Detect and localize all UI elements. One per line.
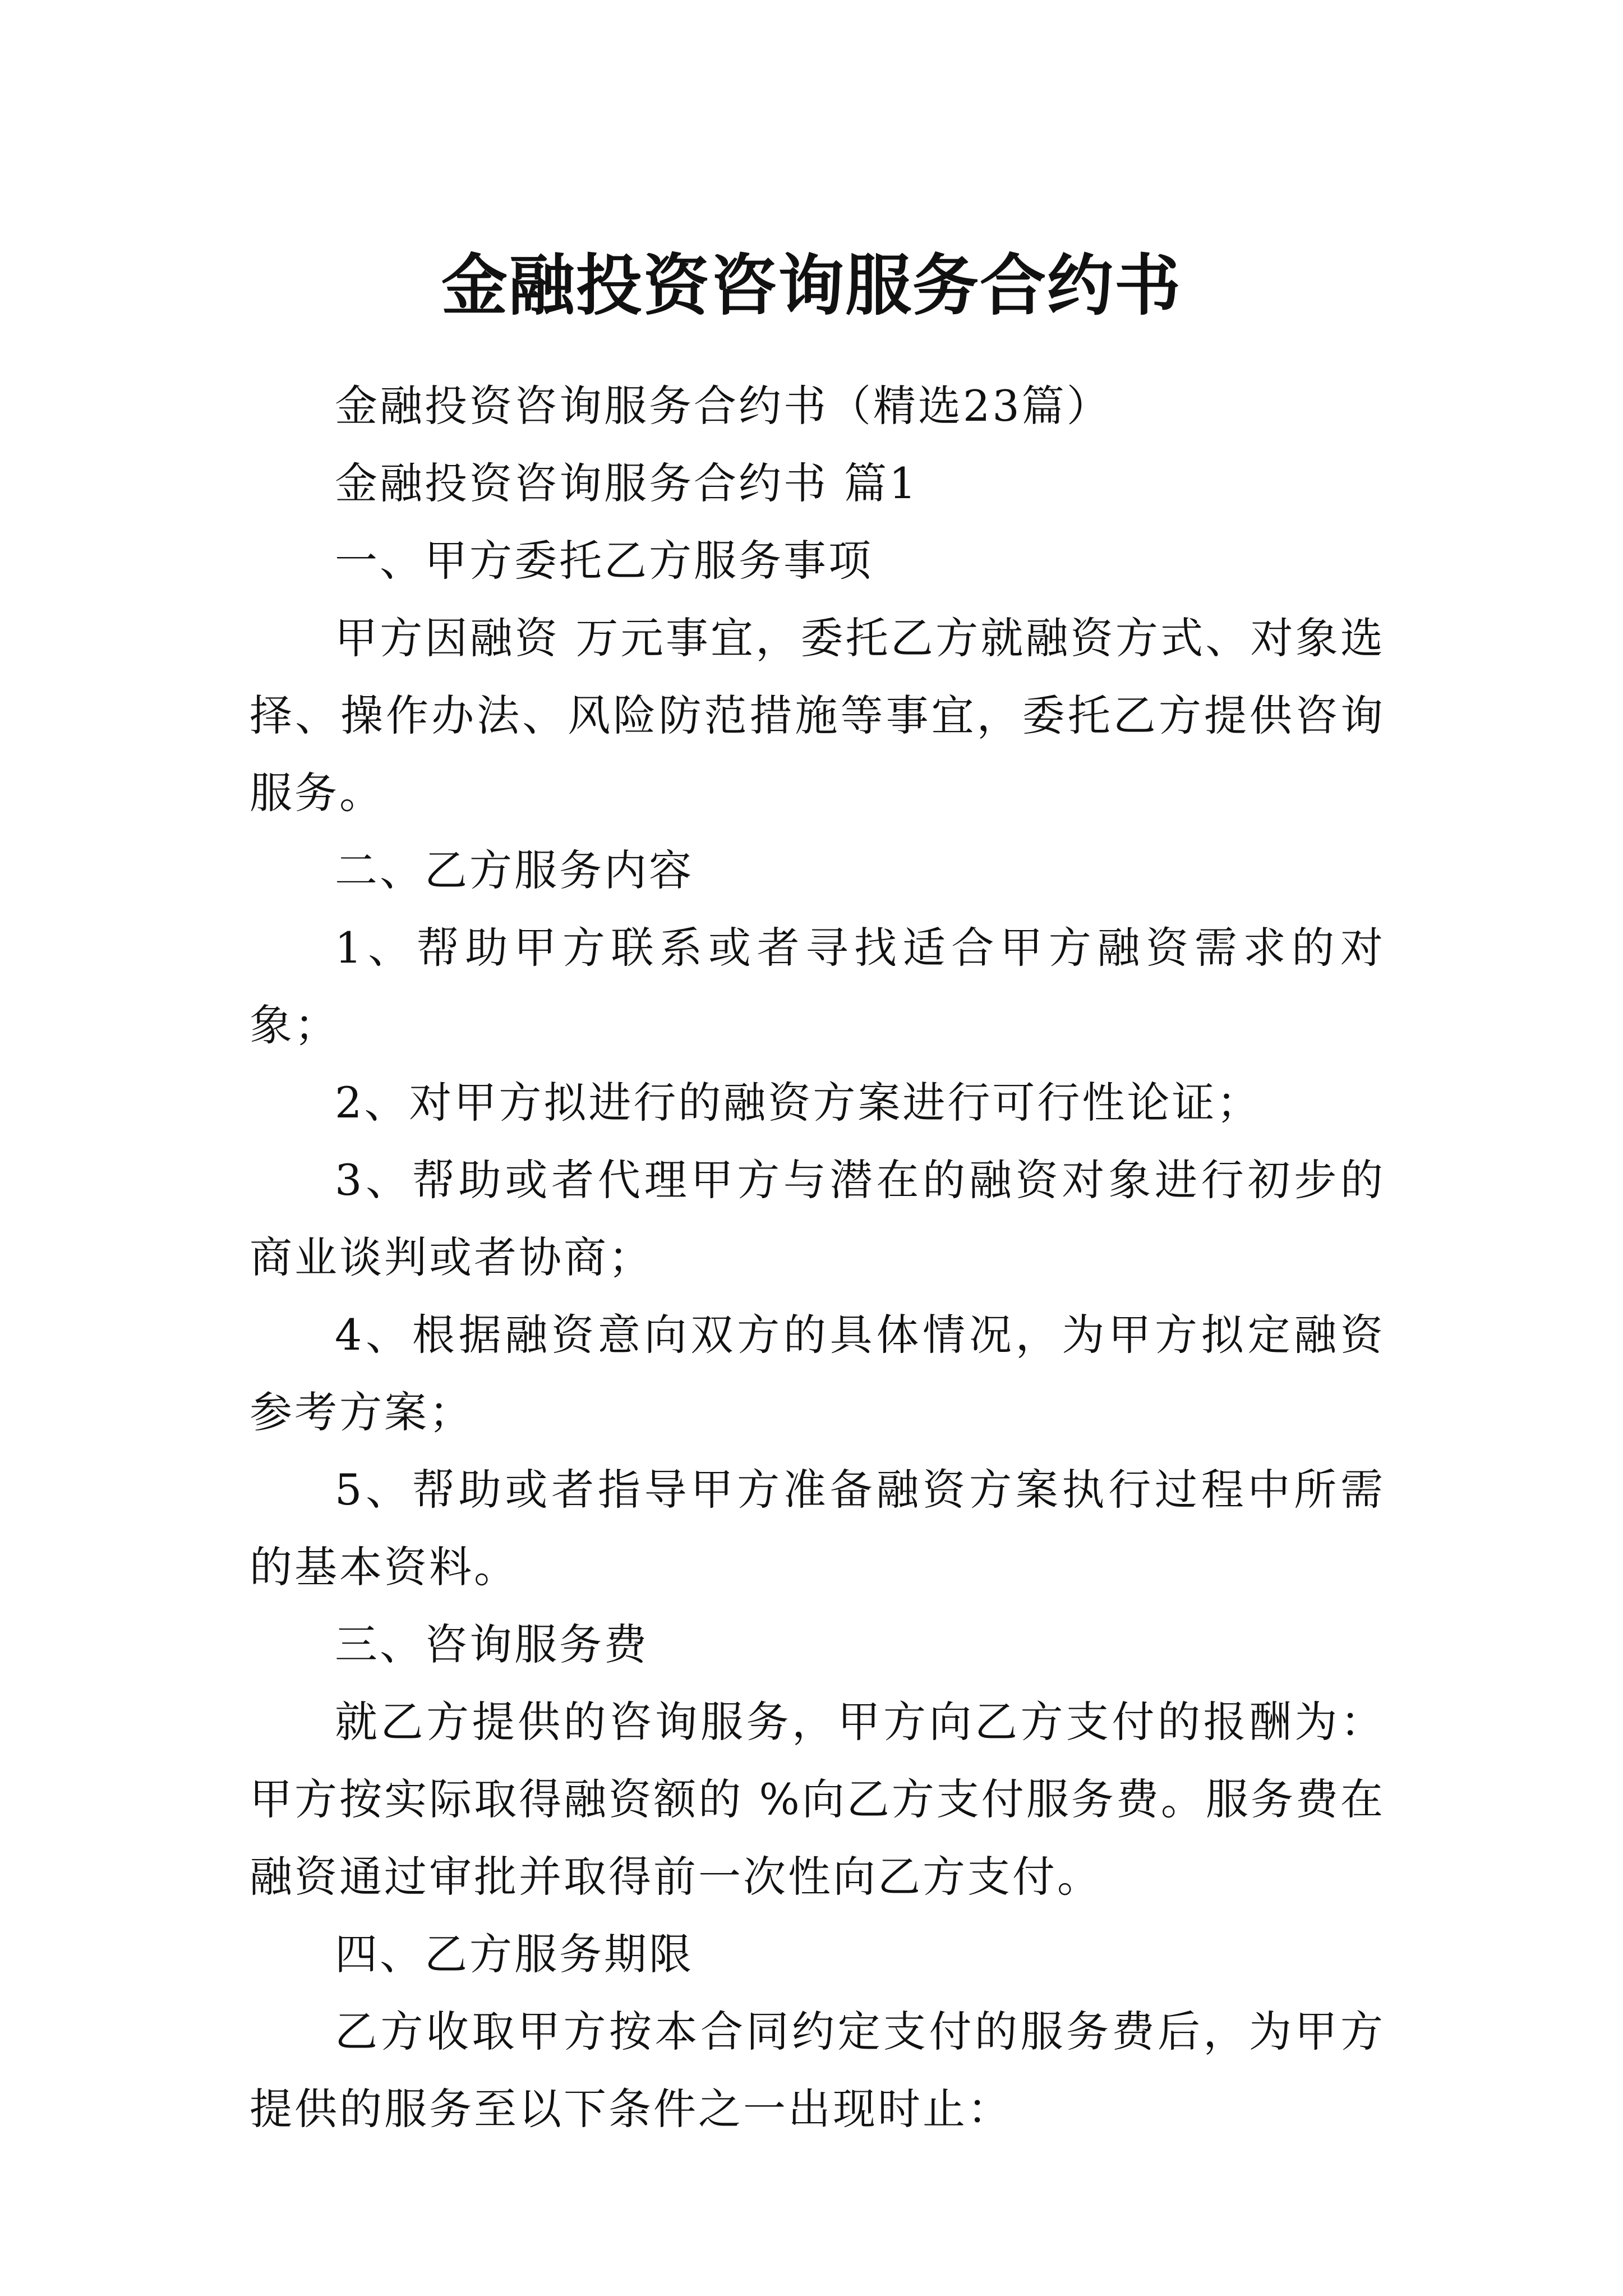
clause-heading-2: 二、乙方服务内容 — [335, 845, 694, 895]
clause-heading-3: 三、咨询服务费 — [335, 1619, 649, 1669]
document-body — [250, 367, 1385, 2148]
document-title: 金融投资咨询服务合约书 — [441, 246, 1182, 325]
body-paragraph: 乙方收取甲方按本合同约定支付的服务费后，为甲方提供的服务至以下条件之一出现时止： — [250, 2007, 1385, 2134]
body-paragraph: 甲方因融资 万元事宜，委托乙方就融资方式、对象选择、操作办法、风险防范措施等事宜，委托乙方提供咨询服务。 — [250, 613, 1385, 818]
clause-heading-1: 一、甲方委托乙方服务事项 — [335, 536, 873, 586]
list-item: 3、帮助或者代理甲方与潜在的融资对象进行初步的商业谈判或者协商； — [250, 1155, 1385, 1282]
body-paragraph: 就乙方提供的咨询服务，甲方向乙方支付的报酬为：甲方按实际取得融资额的 %向乙方支付服务费。服务费在融资通过审批并取得前一次性向乙方支付。 — [250, 1697, 1385, 1902]
list-item: 5、帮助或者指导甲方准备融资方案执行过程中所需的基本资料。 — [250, 1465, 1385, 1592]
clause-heading-4: 四、乙方服务期限 — [335, 1929, 694, 1979]
section-heading-part-1: 金融投资咨询服务合约书 篇1 — [335, 458, 919, 508]
subtitle-paragraph: 金融投资咨询服务合约书（精选23篇） — [335, 381, 1112, 431]
list-item: 2、对甲方拟进行的融资方案进行可行性论证； — [335, 1078, 1262, 1128]
list-item: 1、帮助甲方联系或者寻找适合甲方融资需求的对象； — [250, 923, 1385, 1050]
list-item: 4、根据融资意向双方的具体情况，为甲方拟定融资参考方案； — [250, 1310, 1385, 1437]
